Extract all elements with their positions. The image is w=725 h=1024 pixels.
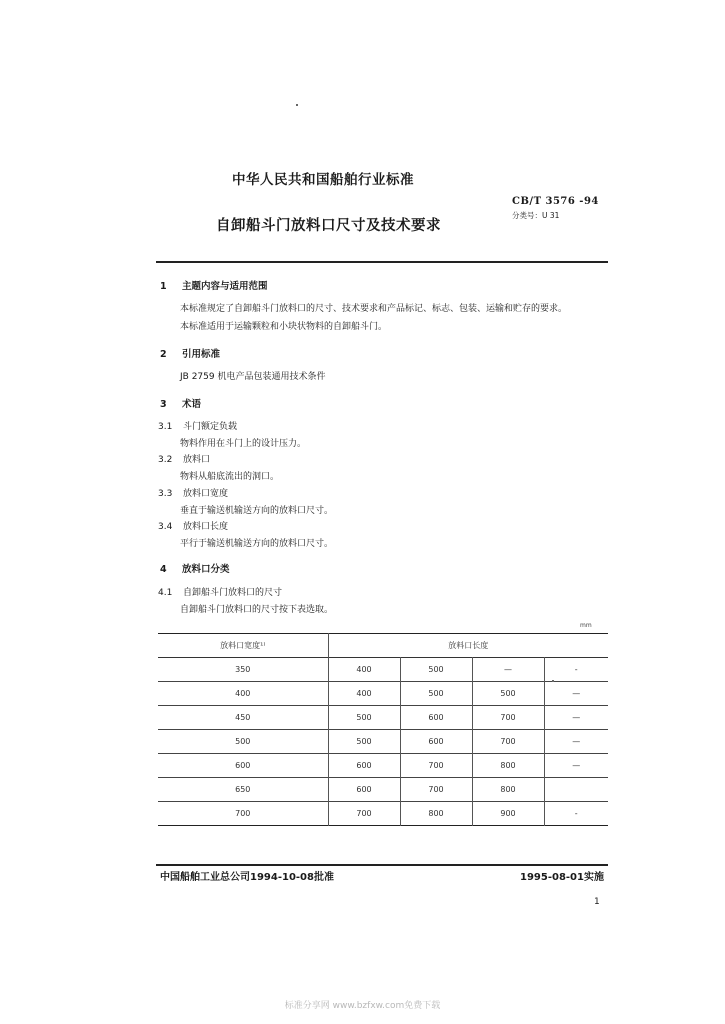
table-cell: 400 [328,658,400,682]
approval-line: 中国船舶工业总公司1994-10-08批准 [160,872,334,883]
table-row [158,658,608,682]
table-cell: 700 [472,706,544,730]
table-cell [544,778,608,802]
table-cell: 650 [235,785,251,794]
table-cell: 800 [472,778,544,802]
section-4-paragraph: 自卸船斗门放料口的尺寸按下表选取。 [180,605,334,615]
subsection-3-4-body: 平行于输送机输送方向的放料口尺寸。 [180,539,334,549]
table-row [158,778,608,802]
page-number: 1 [594,897,600,907]
table-cell: — [544,682,608,706]
table-cell: 600 [328,754,400,778]
length-column-header: 放料口长度 [328,634,608,658]
table-row [158,802,608,826]
table-cell: - [544,802,608,826]
table-cell: 450 [235,713,251,722]
subsection-3-1-heading: 3.1 斗门额定负载 [158,422,238,432]
subsection-4-1-heading: 4.1 自卸船斗门放料口的尺寸 [158,588,283,598]
table-cell: 350 [235,665,251,674]
table-row [158,754,608,778]
table-cell: 500 [235,737,251,746]
scan-speck [552,680,554,682]
table-cell: 500 [400,682,472,706]
subsection-3-3-heading: 3.3 放料口宽度 [158,489,229,499]
classification-code: 分类号：U 31 [512,211,560,220]
table-cell: — [544,706,608,730]
table-cell: 800 [400,802,472,826]
scan-speck [296,104,298,106]
section-2-heading: 2 引用标准 [160,349,221,360]
section-1-paragraph-2: 本标准适用于运输颗粒和小块状物料的自卸船斗门。 [180,322,388,332]
table-cell: 600 [235,761,251,770]
subsection-3-4-heading: 3.4 放料口长度 [158,522,229,532]
subsection-3-2-body: 物料从船底流出的洞口。 [180,472,280,482]
table-cell: 500 [472,682,544,706]
table-cell: 800 [472,754,544,778]
header-rule [156,261,608,263]
table-cell: 400 [328,682,400,706]
table-cell: — [544,754,608,778]
table-row [158,730,608,754]
dimension-table [158,633,608,826]
table-cell: 700 [400,754,472,778]
watermark: 标准分享网 www.bzfxw.com免费下载 [284,1001,441,1011]
table-cell: 700 [235,809,251,818]
table-cell: 600 [400,706,472,730]
table-cell: 500 [400,658,472,682]
table-cell: 700 [400,778,472,802]
effective-date: 1995-08-01实施 [520,872,604,883]
table-cell: — [544,730,608,754]
table-cell: 700 [328,802,400,826]
footer-rule [156,864,608,866]
document-title: 自卸船斗门放料口尺寸及技术要求 [216,218,441,234]
org-title: 中华人民共和国船舶行业标准 [232,172,414,188]
section-4-heading: 4 放料口分类 [160,564,230,575]
table-cell: 400 [235,689,251,698]
table-cell: 900 [472,802,544,826]
table-cell: — [472,658,544,682]
subsection-3-1-body: 物料作用在斗门上的设计压力。 [180,439,307,449]
reference-standard: JB 2759 机电产品包装通用技术条件 [180,372,326,382]
subsection-3-2-heading: 3.2 放料口 [158,455,211,465]
table-cell: 700 [472,730,544,754]
width-column-header: 放料口宽度¹⁾ [220,641,266,650]
table-row [158,682,608,706]
table-cell: 500 [328,706,400,730]
table-cell: - [544,658,608,682]
subsection-3-3-body: 垂直于输送机输送方向的放料口尺寸。 [180,506,334,516]
standard-code: CB/T 3576 -94 [512,196,599,207]
section-1-heading: 1 主题内容与适用范围 [160,281,268,292]
table-cell: 500 [328,730,400,754]
section-3-heading: 3 术语 [160,399,202,410]
table-row [158,706,608,730]
table-cell: 600 [328,778,400,802]
table-header-row [158,634,608,658]
table-unit-label: mm [580,622,592,629]
table-cell: 600 [400,730,472,754]
section-1-paragraph-1: 本标准规定了自卸船斗门放料口的尺寸、技术要求和产品标记、标志、包装、运输和贮存的要求。 [180,304,568,314]
